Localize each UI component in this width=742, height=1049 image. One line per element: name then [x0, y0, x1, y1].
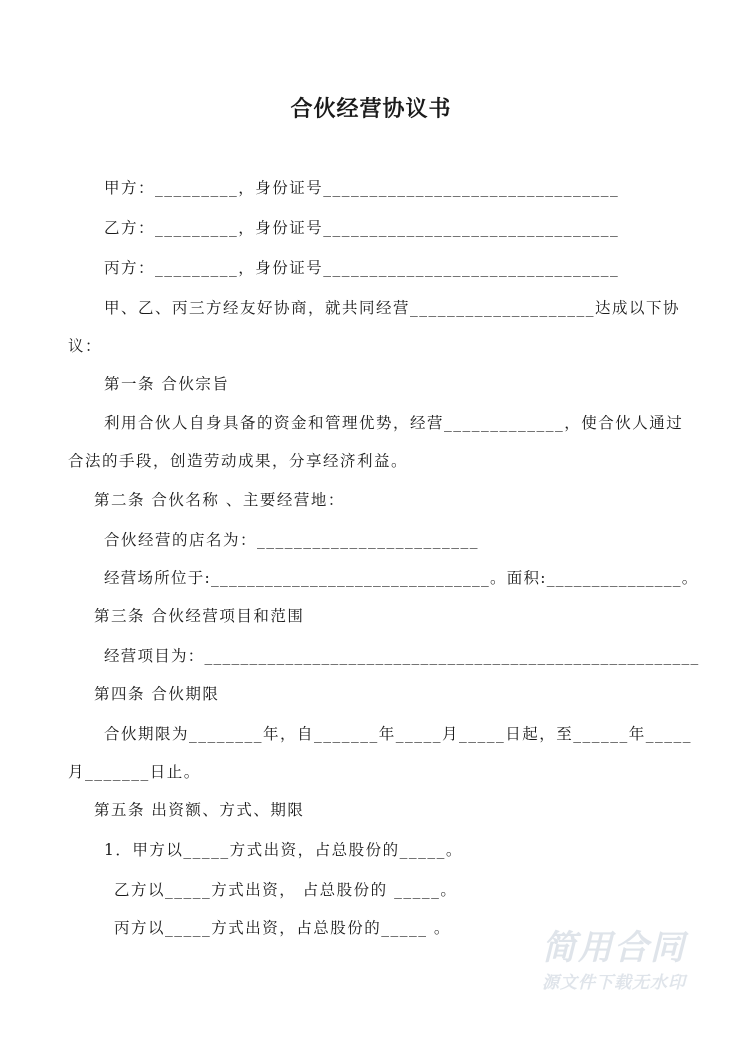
article-1-text: 利用合伙人自身具备的资金和管理优势，经营_____________，使合伙人通过 [104, 414, 684, 432]
article-2-heading: 第二条 合伙名称 、主要经营地： [94, 491, 345, 509]
agreement-intro-cont: 议： [68, 337, 103, 355]
watermark-slogan: 源文件下载无水印 [542, 973, 686, 993]
agreement-intro-line: 甲、乙、丙三方经友好协商，就共同经营____________________达成以下协 [104, 299, 681, 317]
contribution-b-line: 乙方以_____方式出资， 占总股份的 _____。 [114, 881, 458, 899]
article-5-heading: 第五条 出资额、方式、期限 [94, 801, 305, 819]
contribution-c-line: 丙方以_____方式出资，占总股份的_____ 。 [114, 919, 451, 937]
party-b-line: 乙方：_________，身份证号________________________________ [104, 219, 620, 237]
article-3-heading: 第三条 合伙经营项目和范围 [94, 607, 305, 625]
store-name-line: 合伙经营的店名为：________________________ [104, 531, 480, 549]
article-1-text-cont: 合法的手段，创造劳动成果，分享经济利益。 [68, 452, 409, 470]
party-c-line: 丙方：_________，身份证号________________________________ [104, 259, 620, 277]
location-area-line: 经营场所位于:_______________________________。面积:_______________。 [104, 569, 699, 587]
party-a-line: 甲方：_________，身份证号________________________________ [104, 179, 620, 197]
term-line-cont: 月_______日止。 [68, 763, 201, 781]
article-4-heading: 第四条 合伙期限 [94, 685, 220, 703]
watermark-brand: 简用合同 [542, 928, 686, 968]
contribution-a-line: 1．甲方以_____方式出资，占总股份的_____。 [104, 841, 463, 859]
document-title: 合伙经营协议书 [290, 97, 452, 122]
article-1-heading: 第一条 合伙宗旨 [104, 375, 230, 393]
term-line: 合伙期限为________年，自_______年_____月_____日起，至______年_____ [104, 725, 693, 743]
business-items-line: 经营项目为：_______________________________________________________ [104, 647, 700, 665]
